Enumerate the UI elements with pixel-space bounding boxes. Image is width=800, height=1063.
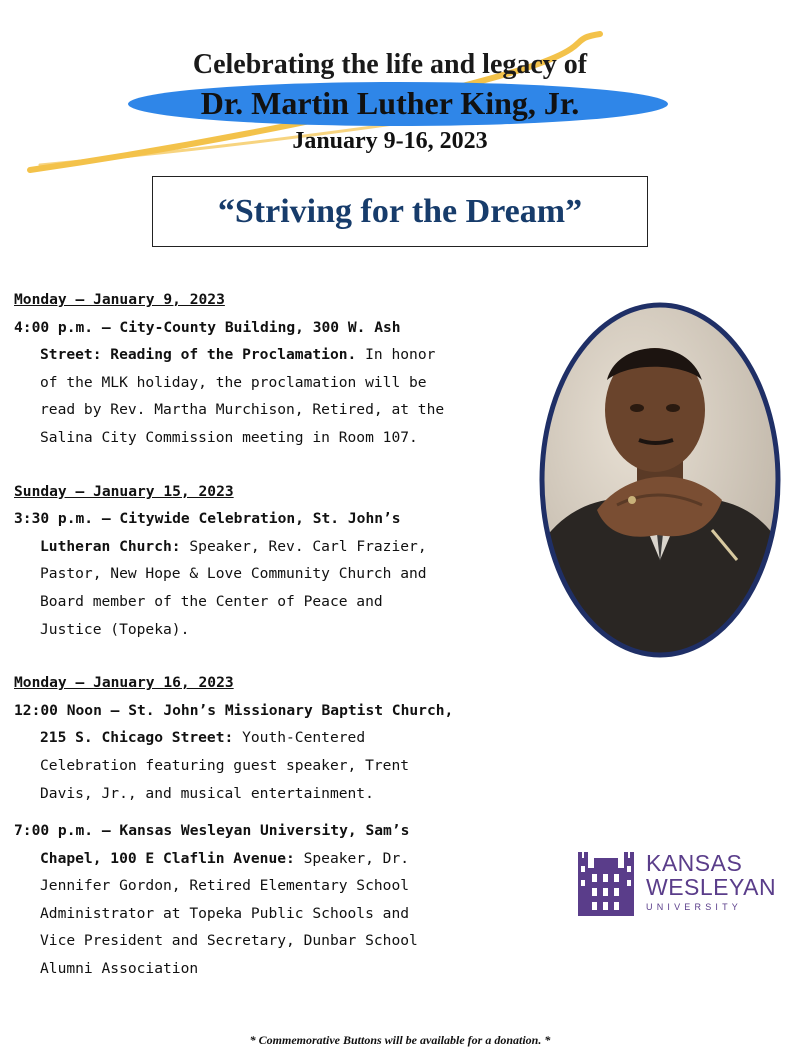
event-item <box>14 817 534 983</box>
event-list <box>14 286 534 983</box>
event-detail-line: read by Rev. Martha Murchison, Retired, at the <box>40 401 445 419</box>
logo-line-university: UNIVERSITY <box>646 902 743 912</box>
event-detail-line: Administrator at Topeka Public Schools and <box>40 904 410 922</box>
event-time-venue: 4:00 p.m. – City-County Building, 300 W. Ash <box>14 318 401 336</box>
event-detail-line: Celebration featuring guest speaker, Trent <box>40 756 410 774</box>
event-time-venue: 7:00 p.m. – Kansas Wesleyan University, Sam’s <box>14 822 410 840</box>
event-item <box>14 478 534 644</box>
event-detail-line: Board member of the Center of Peace and <box>40 592 383 610</box>
theme-box <box>152 176 648 247</box>
event-detail <box>14 724 534 807</box>
event-detail-line: Youth-Centered <box>242 729 366 747</box>
event-detail-heading: Street: Reading of the Proclamation. <box>40 346 357 364</box>
event-detail-line: Speaker, Rev. Carl Frazier, <box>189 537 427 555</box>
event-day: Monday – January 9, 2023 <box>14 291 225 308</box>
logo-text <box>646 851 776 915</box>
event-day: Sunday – January 15, 2023 <box>14 482 234 500</box>
event-detail-line: of the MLK holiday, the proclamation will be <box>40 373 427 391</box>
logo-line-kansas: KANSAS <box>646 850 743 876</box>
event-item <box>14 669 534 807</box>
event-detail-heading: 215 S. Chicago Street: <box>40 729 234 747</box>
event-detail-line: Jennifer Gordon, Retired Elementary School <box>40 877 410 895</box>
event-detail-line: Alumni Association <box>40 960 199 978</box>
event-detail-line: Justice (Topeka). <box>40 620 190 638</box>
event-detail-line: Davis, Jr., and musical entertainment. <box>40 784 374 802</box>
event-time-venue: 12:00 Noon – St. John’s Missionary Baptist Church, <box>14 701 454 719</box>
event-time-venue: 3:30 p.m. – Citywide Celebration, St. John’s <box>14 510 401 528</box>
event-detail-heading: Chapel, 100 E Claflin Avenue: <box>40 849 295 867</box>
event-item <box>14 286 534 452</box>
footer-note: * Commemorative Buttons will be available for a donation. * <box>249 1033 551 1047</box>
header <box>0 0 800 175</box>
event-detail-line: Pastor, New Hope & Love Community Church and <box>40 565 427 583</box>
logo-line-wesleyan: WESLEYAN <box>646 874 777 900</box>
event-detail-line: Speaker, Dr. <box>303 849 410 867</box>
event-detail-line: Vice President and Secretary, Dunbar School <box>40 932 418 950</box>
honoree-name: Dr. Martin Luther King, Jr. <box>200 85 580 121</box>
event-dates: January 9-16, 2023 <box>292 128 488 154</box>
event-detail-line: Salina City Commission meeting in Room 107. <box>40 428 418 446</box>
event-detail <box>14 533 534 643</box>
event-detail <box>14 845 534 983</box>
event-detail <box>14 341 534 451</box>
theme-title: “Striving for the Dream” <box>217 192 583 230</box>
event-day: Monday – January 16, 2023 <box>14 674 234 692</box>
mlk-portrait <box>537 300 783 660</box>
subtitle: Celebrating the life and legacy of <box>192 49 588 80</box>
event-detail-line: In honor <box>365 346 436 364</box>
event-detail-heading: Lutheran Church: <box>40 537 181 555</box>
